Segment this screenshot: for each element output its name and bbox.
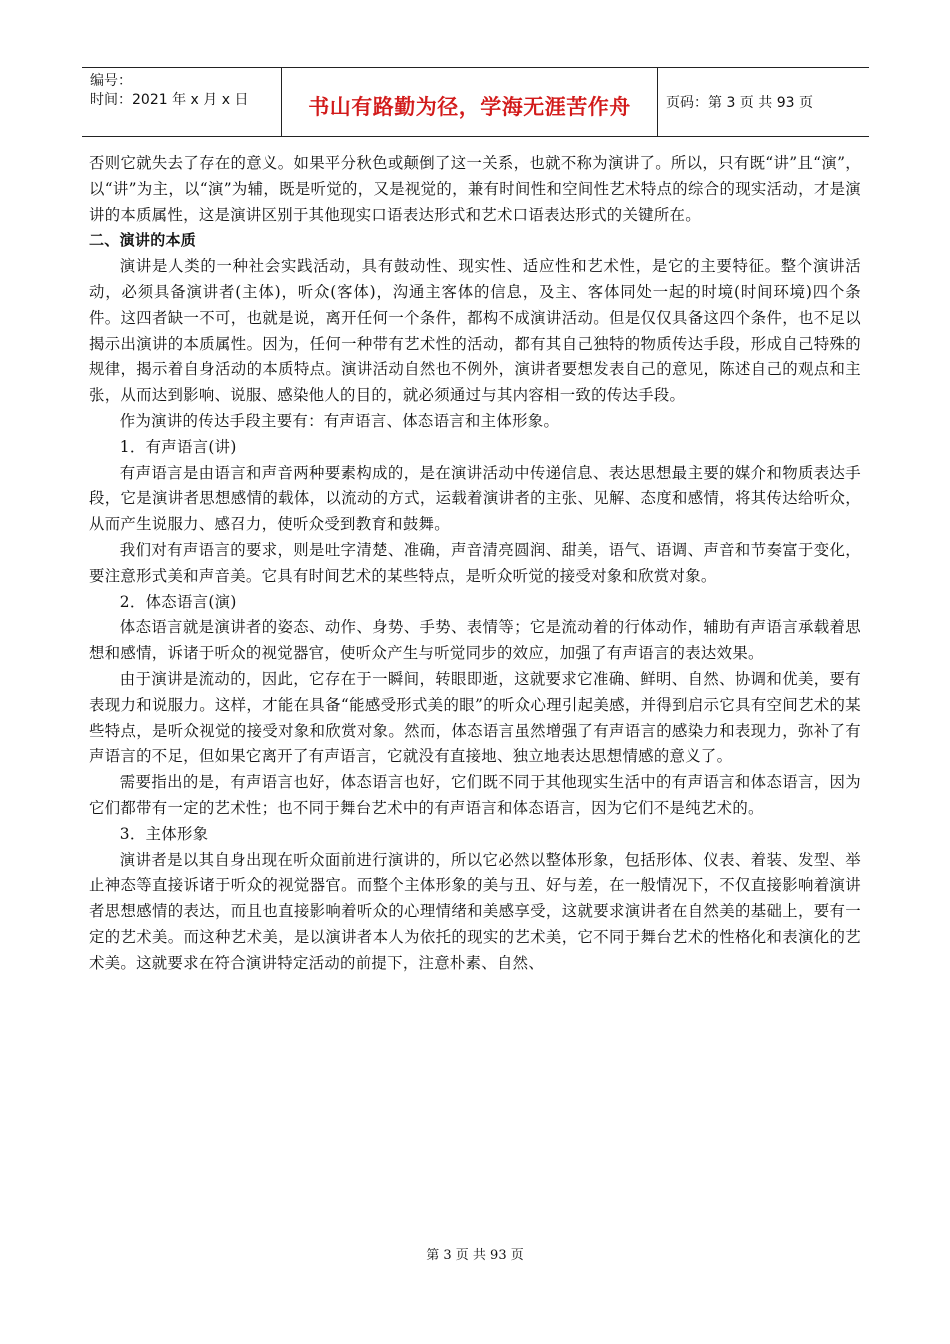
doc-date-label: 时间：2021 年 x 月 x 日 <box>90 92 249 108</box>
paragraph: 演讲者是以其自身出现在听众面前进行演讲的，所以它必然以整体形象，包括形体、仪表、着装、发型、举止神态等直接诉诸于听众的视觉器官。而整个主体形象的美与丑、好与差，在一般情况下，不仅直接影响着演讲者思想感情的表达，而且也直接影响着听众的心理情绪和美感享受，这就要求演讲者在自然美的基础上，要有一定的艺术美。而这种艺术美，是以演讲者本人为依托的现实的艺术美，它不同于舞台艺术的性格化和表演化的艺术美。这就要求在符合演讲特定活动的前提下，注意朴素、自然、 <box>89 850 861 972</box>
paragraph: 需要指出的是，有声语言也好，体态语言也好，它们既不同于其他现实生活中的有声语言和体态语言，因为它们都带有一定的艺术性；也不同于舞台艺术中的有声语言和体态语言，因为它们不是纯艺术的。 <box>89 773 861 817</box>
paragraph: 体态语言就是演讲者的姿态、动作、身势、手势、表情等；它是流动着的行体动作，辅助有声语言承载着思想和感情，诉诸于听众的视觉器官，使听众产生与听觉同步的效应，加强了有声语言的表达效果。 <box>89 618 861 663</box>
paragraph: 作为演讲的传达手段主要有：有声语言、体态语言和主体形象。 <box>119 411 560 430</box>
header-meta <box>82 68 282 136</box>
document-body <box>89 151 861 977</box>
subsection-heading: 2．体态语言(演) <box>119 592 237 611</box>
page-footer: 第 3 页 共 93 页 <box>426 1248 524 1263</box>
doc-number-label: 编号： <box>90 73 132 89</box>
header-page-info: 页码：第 3 页 共 93 页 <box>666 95 813 111</box>
subsection-heading: 3．主体形象 <box>119 824 209 843</box>
subsection-heading: 1．有声语言(讲) <box>119 437 237 456</box>
page-header <box>82 67 869 137</box>
paragraph: 演讲是人类的一种社会实践活动，具有鼓动性、现实性、适应性和艺术性，是它的主要特征。整个演讲活动，必须具备演讲者(主体)，听众(客体)，沟通主客体的信息，及主、客体同处一起的时境(时间环境)四个条件。这四者缺一不可，也就是说，离开任何一个条件，都构不成演讲活动。但是仅仅具备这四个条件，也不足以揭示出演讲的本质属性。因为，任何一种带有艺术性的活动，都有其自己独特的物质传达手段，形成自己特殊的规律，揭示着自身活动的本质特点。演讲活动自然也不例外，演讲者要想发表自己的意见，陈述自己的观点和主张，从而达到影响、说服、感染他人的目的，就必须通过与其内容相一致的传达手段。 <box>89 257 861 405</box>
paragraph: 否则它就失去了存在的意义。如果平分秋色或颠倒了这一关系，也就不称为演讲了。所以，只有既“讲”且“演”，以“讲”为主，以“演”为辅，既是听觉的，又是视觉的，兼有时间性和空间性艺术特点的综合的现实活动，才是演讲的本质属性，这是演讲区别于其他现实口语表达形式和艺术口语表达形式的关键所在。 <box>89 154 861 224</box>
section-heading: 二、演讲的本质 <box>89 231 197 250</box>
paragraph: 由于演讲是流动的，因此，它存在于一瞬间，转眼即逝，这就要求它准确、鲜明、自然、协调和优美，要有表现力和说服力。这样，才能在具备“能感受形式美的眼”的听众心理引起美感，并得到启示它具有空间艺术的某些特点，是听众视觉的接受对象和欣赏对象。然而，体态语言虽然增强了有声语言的感染力和表现力，弥补了有声语言的不足，但如果它离开了有声语言，它就没有直接地、独立地表达思想情感的意义了。 <box>89 669 861 766</box>
header-motto: 书山有路勤为径，学海无涯苦作舟 <box>282 68 658 136</box>
paragraph: 有声语言是由语言和声音两种要素构成的，是在演讲活动中传递信息、表达思想最主要的媒介和物质表达手段，它是演讲者思想感情的载体，以流动的方式，运载着演讲者的主张、见解、态度和感情，将其传达给听众，从而产生说服力、感召力，使听众受到教育和鼓舞。 <box>89 463 861 534</box>
paragraph: 我们对有声语言的要求，则是吐字清楚、准确，声音清亮圆润、甜美，语气、语调、声音和节奏富于变化，要注意形式美和声音美。它具有时间艺术的某些特点，是听众听觉的接受对象和欣赏对象。 <box>89 540 861 585</box>
